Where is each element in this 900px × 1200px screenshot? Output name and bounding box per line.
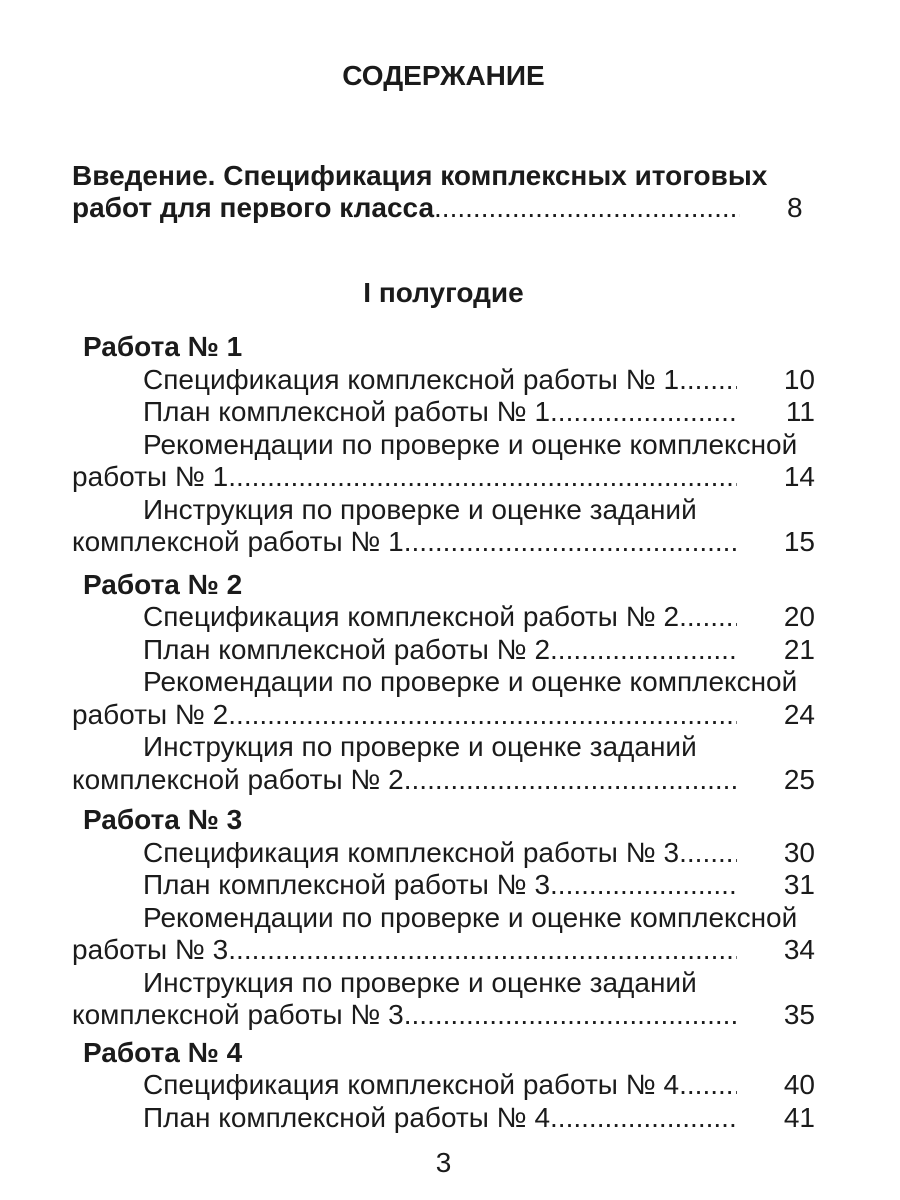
page-number: 35 — [783, 999, 815, 1030]
dot-leader — [434, 192, 740, 225]
dot-leader — [404, 764, 737, 797]
page-number: 14 — [783, 461, 815, 492]
dot-leader — [550, 396, 739, 429]
toc-entry — [72, 666, 815, 731]
entry-line — [72, 396, 815, 429]
entry-line — [72, 837, 815, 870]
dot-leader — [679, 837, 737, 870]
entry-line — [72, 192, 815, 225]
toc-entry — [72, 601, 815, 634]
section-title: Работа № 4 — [83, 1036, 243, 1068]
entry-line — [72, 764, 815, 797]
entry-line: Инструкция по проверке и оценке заданий — [143, 966, 697, 998]
entry-line: Инструкция по проверке и оценке заданий — [143, 493, 697, 525]
entry-line — [72, 699, 815, 732]
page-number: 11 — [785, 396, 815, 427]
page-number: 34 — [783, 934, 815, 965]
entry-line — [72, 601, 815, 634]
entry-line — [72, 461, 815, 494]
section-title: Работа № 1 — [83, 331, 243, 362]
page-number: 20 — [783, 601, 815, 632]
entry-line: Рекомендации по проверке и оценке комплексной — [143, 666, 798, 697]
entry-text: Спецификация комплексной работы № 4 — [143, 1069, 680, 1100]
page-number: 31 — [783, 869, 815, 900]
entry-line — [72, 1069, 815, 1102]
toc-entry — [72, 396, 815, 429]
toc-section — [72, 804, 815, 1032]
toc-section — [72, 331, 815, 559]
entry-text: План комплексной работы № 4 — [143, 1101, 551, 1133]
entry-line: Инструкция по проверке и оценке заданий — [143, 731, 697, 762]
entry-text: План комплексной работы № 2 — [143, 633, 551, 665]
toc-entry — [72, 1069, 815, 1102]
entry-line — [72, 364, 815, 397]
toc-entry — [72, 837, 815, 870]
toc-sections — [72, 331, 815, 1134]
dot-leader — [228, 699, 737, 732]
entry-text: работы № 2 — [72, 698, 229, 730]
section-title: Работа № 3 — [83, 804, 243, 835]
entry-line — [72, 999, 815, 1032]
dot-leader — [228, 461, 737, 494]
dot-leader — [404, 999, 737, 1032]
entry-text: работы № 3 — [72, 934, 229, 965]
dot-leader — [228, 934, 737, 967]
toc-entry — [72, 494, 815, 559]
page-number: 15 — [783, 526, 815, 557]
entry-line — [72, 526, 815, 559]
toc-section — [72, 569, 815, 797]
entry-text: Спецификация комплексной работы № 2 — [143, 601, 680, 632]
entry-text: Спецификация комплексной работы № 3 — [143, 836, 680, 868]
entry-text: работы № 1 — [72, 461, 229, 492]
page-number: 8 — [787, 192, 803, 223]
dot-leader — [679, 601, 737, 634]
toc-entry — [72, 902, 815, 967]
dot-leader — [679, 364, 737, 397]
page-number: 10 — [783, 363, 815, 395]
toc-entry — [72, 634, 815, 667]
entry-text: Спецификация комплексной работы № 1 — [143, 363, 680, 395]
footer-page-number: 3 — [435, 1147, 452, 1178]
dot-leader — [404, 526, 737, 559]
toc-entry — [72, 731, 815, 796]
page-number: 40 — [783, 1069, 815, 1100]
page-number: 24 — [783, 698, 815, 730]
entry-line — [72, 934, 815, 967]
toc-section — [72, 1037, 815, 1135]
page-number: 30 — [783, 836, 815, 868]
part-heading: I полугодие — [363, 276, 524, 308]
toc-entry — [72, 1102, 815, 1135]
page-title: СОДЕРЖАНИЕ — [342, 60, 545, 91]
dot-leader — [550, 634, 737, 667]
entry-line: Введение. Спецификация комплексных итоговых — [72, 159, 768, 191]
entry-text: работ для первого класса — [72, 192, 435, 223]
entry-text: План комплексной работы № 3 — [143, 869, 551, 900]
page-number: 41 — [783, 1101, 815, 1133]
page-number: 21 — [783, 633, 815, 665]
toc-entry — [72, 967, 815, 1032]
entry-line — [72, 634, 815, 667]
entry-text: комплексной работы № 3 — [72, 999, 404, 1030]
intro-entry — [72, 160, 815, 225]
dot-leader — [679, 1069, 737, 1102]
dot-leader — [550, 869, 737, 902]
dot-leader — [550, 1102, 737, 1135]
entry-line — [72, 1102, 815, 1135]
section-title: Работа № 2 — [83, 568, 243, 600]
toc-entry — [72, 364, 815, 397]
page-number: 25 — [783, 763, 815, 795]
toc-entry — [72, 869, 815, 902]
entry-text: комплексной работы № 2 — [72, 763, 404, 795]
entry-line: Рекомендации по проверке и оценке комплексной — [143, 428, 798, 460]
entry-text: План комплексной работы № 1 — [143, 396, 551, 427]
entry-text: комплексной работы № 1 — [72, 526, 404, 557]
entry-line: Рекомендации по проверке и оценке комплексной — [143, 901, 798, 933]
toc-entry — [72, 429, 815, 494]
entry-line — [72, 869, 815, 902]
